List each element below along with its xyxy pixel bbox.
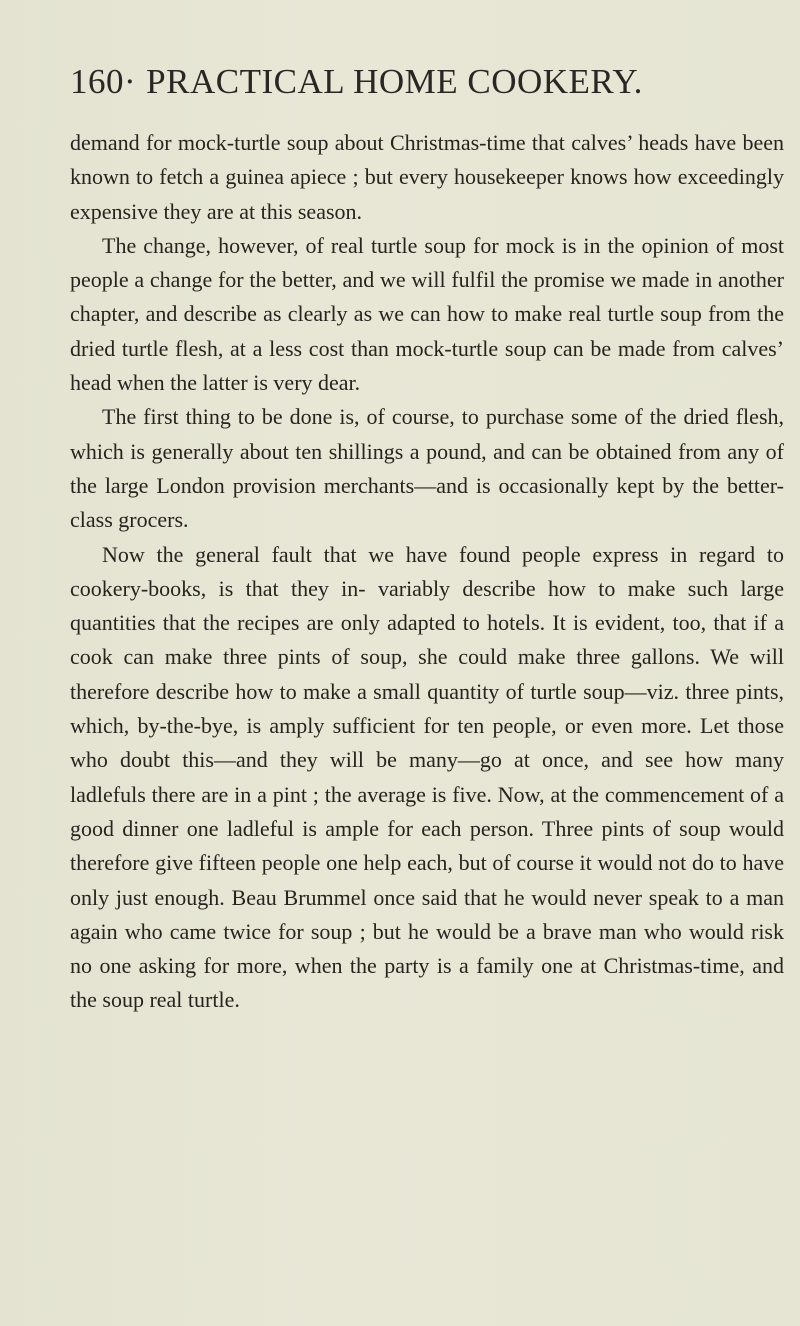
- running-header: [70, 62, 643, 102]
- paragraph-real-turtle-soup: The change, however, of real turtle soup for mock is in the opinion of most people a change for the better, and we will fulfil the promise we made in another chapter, and describe as clearly as we can how to make real turtle soup from the dried turtle flesh, at a less cost than mock-turtle soup can be made from calves’ head when the latter is very dear.: [70, 232, 784, 396]
- body-text: [70, 126, 784, 1018]
- paragraph-continued: demand for mock-turtle soup about Christmas-time that calves’ heads have been known to fetch a guinea apiece ; but every housekeeper knows how exceedingly expensive they are at this season.: [70, 130, 784, 224]
- paragraph-dried-flesh: The first thing to be done is, of course, to purchase some of the dried flesh, which is generally about ten shillings a pound, and can be obtained from any of the large London provision merchants—and is occasionally kept by the better-class grocers.: [70, 404, 784, 533]
- paragraph-quantities: Now the general fault that we have found people express in regard to cookery-books, is that they in- variably describe how to make such large quantities that the recipes are only adapted to hotels. It is evident, too, that if a cook can make three pints of soup, she could make three gallons. We will therefore describe how to make a small quantity of turtle soup—viz. three pints, which, by-the-bye, is amply sufficient for ten people, or even more. Let those who doubt this—and they will be many—go at once, and see how many ladlefuls there are in a pint ; the average is five. Now, at the commencement of a good dinner one ladleful is ample for each person. Three pints of soup would therefore give fifteen people one help each, but of course it would not do to have only just enough. Beau Brummel once said that he would never speak to a man again who came twice for soup ; but he would be a brave man who would risk no one asking for more, when the party is a family one at Christmas-time, and the soup real turtle.: [70, 541, 784, 1013]
- running-title: PRACTICAL HOME COOKERY.: [146, 62, 643, 101]
- page-number: 160·: [70, 62, 137, 101]
